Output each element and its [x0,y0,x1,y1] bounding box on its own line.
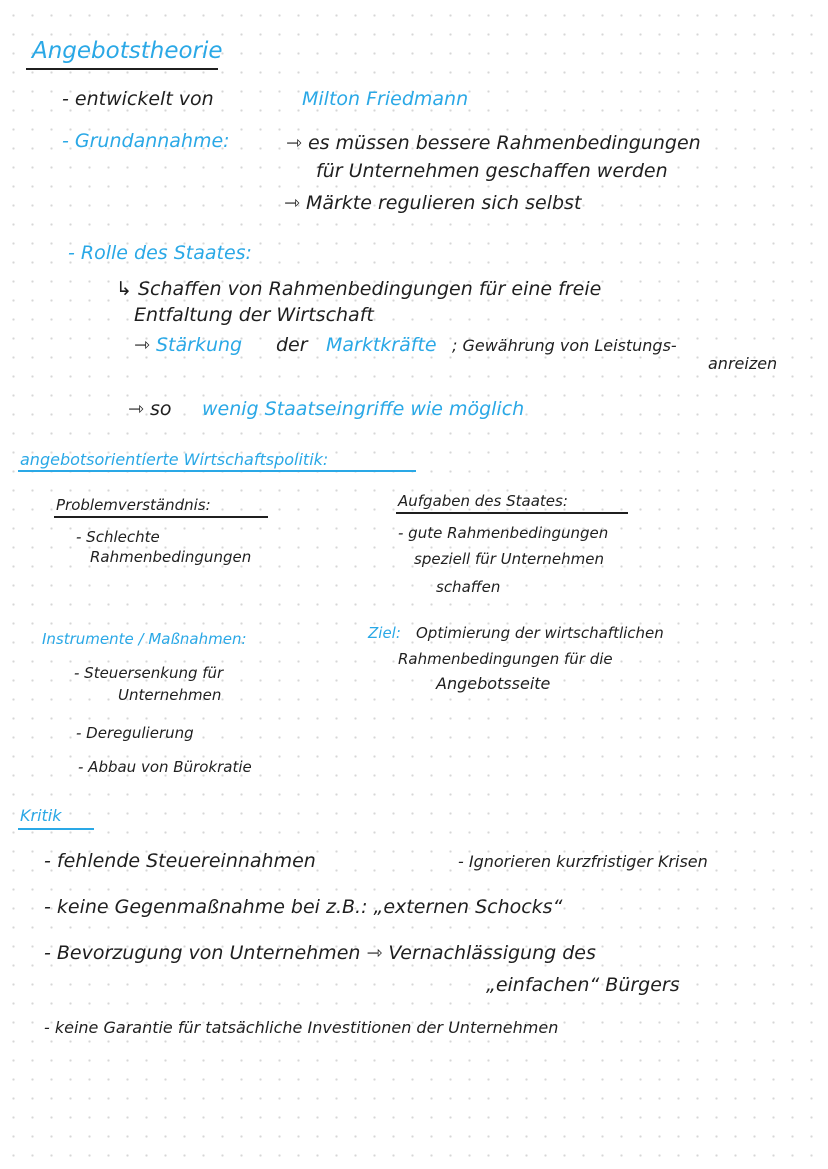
tasks-item-3: schaffen [436,578,501,596]
state-role-line-1: ↳ Schaffen von Rahmenbedingungen für eine freie [116,278,602,300]
page-title: Angebotstheorie [32,38,223,64]
critique-item-2: - Ignorieren kurzfristiger Krisen [458,852,708,871]
goal-line-3: Angebotsseite [436,674,551,693]
critique-heading: Kritik [20,806,62,825]
state-role-market-forces: Marktkräfte [326,334,437,356]
tasks-heading-underline [396,512,628,514]
state-role-der: der [276,334,308,356]
instrument-item-4: - Abbau von Bürokratie [78,758,252,776]
state-role-minimal-intervention: wenig Staatseingriffe wie möglich [202,398,525,420]
critique-item-4-cont: „einfachen“ Bürgers [486,974,680,996]
state-role-heading: - Rolle des Staates: [68,242,252,264]
state-role-incentives: ; Gewährung von Leistungs- [452,336,677,355]
developed-by-prefix: - entwickelt von [62,88,214,110]
goal-line-1: Optimierung der wirtschaftlichen [416,624,664,642]
problem-heading-underline [54,516,268,518]
critique-item-4: - Bevorzugung von Unternehmen ⇾ Vernachlässigung des [44,942,596,964]
state-role-so: ⇾ so [128,398,172,420]
critique-item-5: - keine Garantie für tatsächliche Investitionen der Unternehmen [44,1018,559,1037]
tasks-item-1: - gute Rahmenbedingungen [398,524,609,542]
instrument-item-3: - Deregulierung [76,724,194,742]
policy-heading: angebotsorientierte Wirtschaftspolitik: [20,450,329,469]
state-role-line-2: Entfaltung der Wirtschaft [134,304,374,326]
policy-heading-underline [18,470,416,472]
assumption-line-2: ⇾ Märkte regulieren sich selbst [284,192,582,214]
instruments-heading: Instrumente / Maßnahmen: [42,630,247,648]
critique-heading-underline [18,828,94,830]
instrument-item-2: Unternehmen [118,686,222,704]
goal-line-2: Rahmenbedingungen für die [398,650,613,668]
critique-item-3: - keine Gegenmaßnahme bei z.B.: „externen Schocks“ [44,896,563,918]
tasks-item-2: speziell für Unternehmen [414,550,605,568]
state-role-arrow: ⇾ [134,334,150,356]
state-role-incentives-cont: anreizen [708,354,778,373]
goal-label: Ziel: [368,624,401,642]
title-underline [26,68,218,70]
problem-item-1: - Schlechte [76,528,160,546]
state-role-strengthening: Stärkung [156,334,243,356]
problem-item-2: Rahmenbedingungen [90,548,252,566]
problem-heading: Problemverständnis: [56,496,211,514]
assumption-label: - Grundannahme: [62,130,230,152]
critique-item-1: - fehlende Steuereinnahmen [44,850,316,872]
assumption-line-1b: für Unternehmen geschaffen werden [316,160,668,182]
instrument-item-1: - Steuersenkung für [74,664,224,682]
tasks-heading: Aufgaben des Staates: [398,492,568,510]
developed-by-name: Milton Friedmann [302,88,469,110]
assumption-line-1a: ⇾ es müssen bessere Rahmenbedingungen [286,132,701,154]
